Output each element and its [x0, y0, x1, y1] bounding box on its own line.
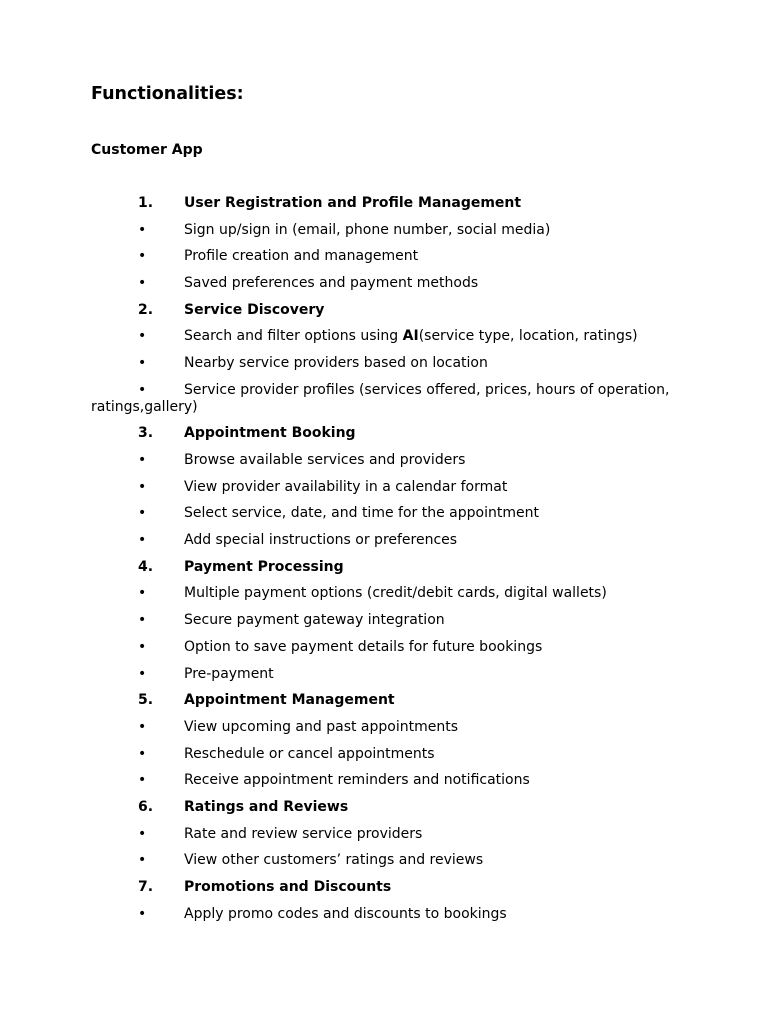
bullet-item	[0, 664, 768, 691]
item-title: Appointment Booking	[184, 425, 356, 442]
bullet-text: Sign up/sign in (email, phone number, social media)	[184, 221, 551, 238]
bullet-text: Rate and review service providers	[184, 825, 423, 842]
numbered-item	[0, 690, 768, 717]
bullet-item	[0, 610, 768, 637]
functionality-list	[0, 193, 768, 930]
item-number: 2.	[138, 301, 154, 318]
bullet-icon: •	[138, 718, 147, 735]
numbered-item	[0, 797, 768, 824]
bullet-text: Pre-payment	[184, 665, 274, 682]
item-title: Promotions and Discounts	[184, 879, 392, 895]
item-number: 6.	[138, 798, 154, 815]
item-number: 4.	[138, 558, 154, 575]
bullet-icon: •	[138, 772, 147, 789]
bullet-item	[0, 744, 768, 771]
bullet-icon: •	[138, 585, 147, 602]
bullet-text: Apply promo codes and discounts to bookings	[184, 905, 507, 922]
page-heading: Functionalities:	[91, 84, 244, 104]
bullet-item	[0, 246, 768, 273]
bullet-text-line2: ratings,gallery)	[91, 398, 198, 415]
bullet-text: View provider availability in a calendar format	[184, 478, 508, 495]
bullet-text: Select service, date, and time for the appointment	[184, 505, 539, 522]
bullet-text: Secure payment gateway integration	[184, 612, 445, 629]
bullet-text: View upcoming and past appointments	[184, 718, 458, 735]
ai-emphasis: AI	[402, 328, 419, 345]
bullet-text-line1: Service provider profiles (services offered, prices, hours of operation,	[184, 381, 670, 398]
bullet-icon: •	[138, 745, 147, 762]
bullet-item	[0, 530, 768, 557]
bullet-item	[0, 477, 768, 504]
item-number: 1.	[138, 195, 154, 211]
bullet-text: Multiple payment options (credit/debit cards, digital wallets)	[184, 585, 607, 602]
bullet-item	[0, 503, 768, 530]
bullet-icon: •	[138, 355, 147, 372]
bullet-text: Nearby service providers based on location	[184, 355, 488, 372]
bullet-icon: •	[138, 505, 147, 522]
bullet-text: Option to save payment details for future bookings	[184, 638, 543, 655]
numbered-item	[0, 300, 768, 327]
numbered-item	[0, 423, 768, 450]
bullet-text: Saved preferences and payment methods	[184, 275, 479, 292]
bullet-item	[0, 717, 768, 744]
bullet-text: Add special instructions or preferences	[184, 532, 458, 549]
bullet-text-part: Search and filter options using	[184, 328, 403, 345]
bullet-item	[0, 450, 768, 477]
bullet-item	[0, 353, 768, 380]
bullet-icon: •	[138, 905, 147, 922]
bullet-item	[0, 904, 768, 931]
bullet-text: Profile creation and management	[184, 248, 419, 265]
bullet-icon: •	[138, 452, 147, 468]
item-title: Payment Processing	[184, 558, 344, 575]
bullet-icon: •	[138, 275, 147, 292]
numbered-item	[0, 877, 768, 904]
item-number: 5.	[138, 692, 154, 709]
bullet-text-part: (service type, location, ratings)	[418, 328, 638, 345]
bullet-icon: •	[138, 328, 147, 345]
item-title: Appointment Management	[184, 692, 395, 709]
numbered-item	[0, 557, 768, 584]
item-number: 7.	[138, 879, 154, 895]
bullet-text: Reschedule or cancel appointments	[184, 745, 435, 762]
bullet-item	[0, 326, 768, 353]
bullet-icon: •	[138, 852, 147, 869]
bullet-icon: •	[138, 248, 147, 265]
numbered-item	[0, 193, 768, 220]
item-title: User Registration and Profile Management	[184, 195, 522, 211]
bullet-item	[0, 637, 768, 664]
item-number: 3.	[138, 425, 154, 442]
item-title: Ratings and Reviews	[184, 798, 349, 815]
bullet-item	[0, 380, 768, 424]
bullet-text: View other customers’ ratings and reviews	[184, 852, 484, 869]
bullet-icon: •	[138, 478, 147, 495]
bullet-icon: •	[138, 612, 147, 629]
bullet-icon: •	[138, 825, 147, 842]
bullet-text	[184, 326, 638, 346]
bullet-text: Receive appointment reminders and notifications	[184, 772, 530, 789]
item-title: Service Discovery	[184, 301, 325, 318]
bullet-item	[0, 220, 768, 247]
bullet-item	[0, 273, 768, 300]
bullet-icon: •	[138, 665, 147, 682]
bullet-icon: •	[138, 221, 147, 238]
bullet-icon: •	[138, 381, 147, 398]
bullet-item	[0, 850, 768, 877]
bullet-item	[0, 583, 768, 610]
bullet-item	[0, 770, 768, 797]
bullet-text: Browse available services and providers	[184, 452, 466, 468]
bullet-icon: •	[138, 532, 147, 549]
section-subheading: Customer App	[91, 142, 203, 158]
bullet-item	[0, 824, 768, 851]
bullet-icon: •	[138, 638, 147, 655]
